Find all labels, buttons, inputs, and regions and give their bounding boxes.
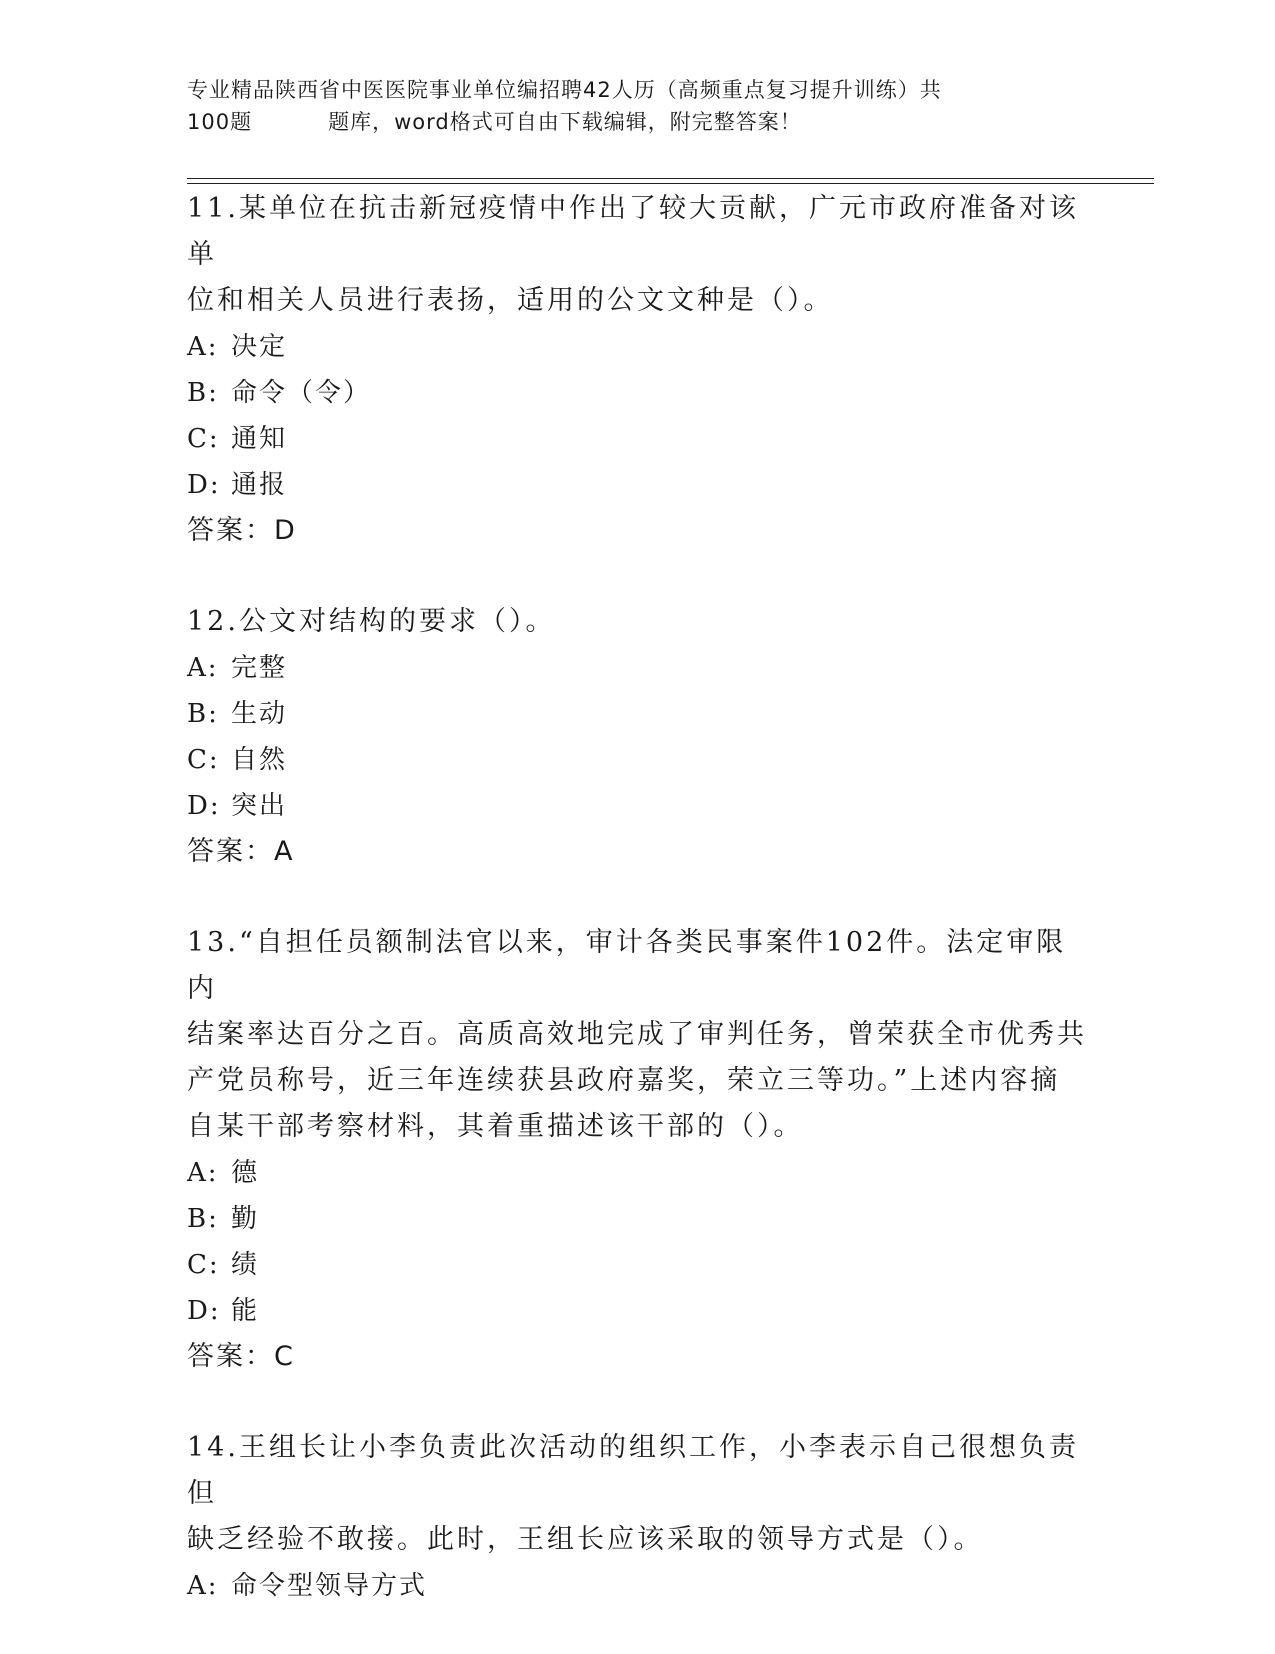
option-text: 绩	[231, 1250, 260, 1280]
question-13	[187, 920, 1087, 1380]
option-key: D:	[187, 791, 221, 821]
option-text: 决定	[231, 332, 288, 362]
question-stem-line: 14.王组长让小李负责此次活动的组织工作，小李表示自己很想负责但	[187, 1432, 1079, 1509]
question-list	[187, 186, 1087, 1654]
document-header	[187, 74, 1047, 138]
option-d	[187, 462, 1087, 508]
answer-line: 答案：C	[187, 1341, 295, 1372]
option-c	[187, 416, 1087, 462]
header-count: 100题	[187, 110, 253, 134]
header-divider-bottom	[187, 183, 1154, 184]
option-key: A:	[187, 1571, 219, 1601]
option-key: B:	[187, 1204, 219, 1234]
question-stem-line: 缺乏经验不敢接。此时，王组长应该采取的领导方式是（）。	[187, 1524, 984, 1555]
question-stem-line: 位和相关人员进行表扬，适用的公文文种是（）。	[187, 285, 834, 316]
option-text: 命令型领导方式	[231, 1571, 428, 1601]
question-stem-line: 结案率达百分之百。高质高效地完成了审判任务，曾荣获全市优秀共	[187, 1019, 1087, 1050]
option-a	[187, 324, 1087, 370]
option-key: C:	[187, 424, 220, 454]
option-text: 生动	[231, 699, 288, 729]
option-key: D:	[187, 1296, 221, 1326]
answer-line: 答案：D	[187, 515, 297, 546]
question-stem-line: 13.“自担任员额制法官以来，审计各类民事案件102件。法定审限内	[187, 927, 1067, 1004]
option-text: 通报	[231, 470, 288, 500]
header-line-2	[187, 106, 1047, 138]
question-stem-line: 12.公文对结构的要求（）。	[187, 606, 556, 637]
question-stem-line: 自某干部考察材料，其着重描述该干部的（）。	[187, 1111, 804, 1142]
option-key: A:	[187, 1158, 219, 1188]
header-description: 题库，word格式可自由下载编辑，附完整答案！	[328, 110, 802, 134]
option-key: D:	[187, 470, 221, 500]
option-text: 完整	[231, 653, 288, 683]
option-d	[187, 1288, 1087, 1334]
option-key: A:	[187, 653, 219, 683]
header-divider-top	[187, 178, 1154, 179]
option-text: 勤	[231, 1204, 260, 1234]
question-stem-line: 产党员称号，近三年连续获县政府嘉奖，荣立三等功。”上述内容摘	[187, 1065, 1061, 1096]
option-d	[187, 783, 1087, 829]
option-text: 通知	[231, 424, 288, 454]
question-11	[187, 186, 1087, 554]
option-a	[187, 1150, 1087, 1196]
question-12	[187, 599, 1087, 875]
question-14	[187, 1425, 1087, 1609]
option-key: A:	[187, 332, 219, 362]
option-text: 突出	[231, 791, 288, 821]
option-a	[187, 645, 1087, 691]
option-b	[187, 691, 1087, 737]
option-key: B:	[187, 378, 219, 408]
question-stem-line: 11.某单位在抗击新冠疫情中作出了较大贡献，广元市政府准备对该单	[187, 193, 1079, 270]
option-c	[187, 737, 1087, 783]
option-key: C:	[187, 1250, 220, 1280]
option-b	[187, 370, 1087, 416]
option-key: C:	[187, 745, 220, 775]
option-a	[187, 1563, 1087, 1609]
option-text: 命令（令）	[231, 378, 372, 408]
option-c	[187, 1242, 1087, 1288]
option-text: 能	[231, 1296, 260, 1326]
option-text: 德	[231, 1158, 260, 1188]
answer-line: 答案：A	[187, 836, 295, 867]
option-b	[187, 1196, 1087, 1242]
option-text: 自然	[231, 745, 288, 775]
header-line-1: 专业精品陕西省中医医院事业单位编招聘42人历（高频重点复习提升训练）共	[187, 78, 942, 102]
option-key: B:	[187, 699, 219, 729]
